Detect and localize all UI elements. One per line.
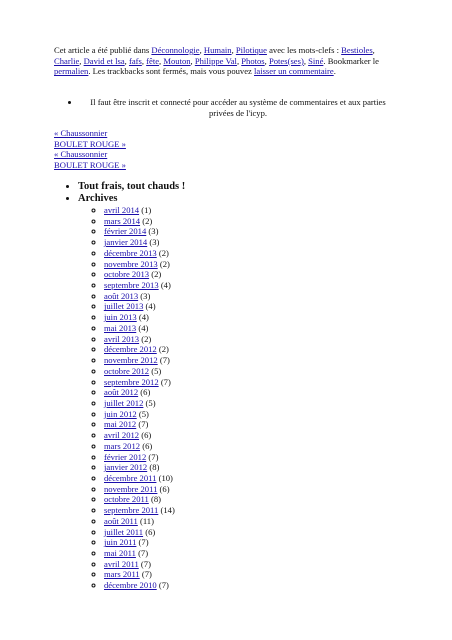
tag-link[interactable]: fête bbox=[146, 55, 160, 66]
archive-item bbox=[104, 248, 185, 259]
archive-item bbox=[104, 559, 185, 570]
archive-count: (14) bbox=[160, 505, 175, 516]
archive-month-link[interactable]: septembre 2011 bbox=[104, 505, 159, 516]
archive-item bbox=[104, 334, 185, 345]
archive-month-link[interactable]: mai 2013 bbox=[104, 322, 137, 333]
widget-title-archives: Archives bbox=[78, 193, 118, 204]
archive-count: (4) bbox=[138, 312, 149, 323]
archive-month-link[interactable]: février 2012 bbox=[104, 451, 147, 462]
archive-month-link[interactable]: avril 2011 bbox=[104, 558, 139, 569]
archive-item bbox=[104, 291, 185, 302]
sidebar bbox=[66, 181, 185, 591]
category-link[interactable]: Humain bbox=[203, 45, 232, 55]
archive-item bbox=[104, 259, 185, 270]
archive-count: (10) bbox=[158, 472, 173, 483]
sidebar-widgets bbox=[66, 181, 185, 591]
archive-item bbox=[104, 409, 185, 420]
archive-count: (5) bbox=[138, 408, 149, 419]
archive-count: (7) bbox=[148, 451, 159, 462]
archive-month-link[interactable]: novembre 2013 bbox=[104, 258, 158, 269]
archive-count: (4) bbox=[145, 301, 156, 312]
archive-month-link[interactable]: décembre 2011 bbox=[104, 472, 157, 483]
archive-item bbox=[104, 398, 185, 409]
archive-item bbox=[104, 527, 185, 538]
widget-fresh bbox=[78, 181, 185, 193]
archive-item bbox=[104, 312, 185, 323]
category-link[interactable]: Déconnologie bbox=[151, 45, 200, 55]
meta-intro: Cet article a été publié dans bbox=[54, 45, 150, 55]
archive-month-link[interactable]: octobre 2011 bbox=[104, 494, 149, 505]
archive-item bbox=[104, 226, 185, 237]
archive-month-link[interactable]: novembre 2011 bbox=[104, 483, 158, 494]
archive-item bbox=[104, 269, 185, 280]
archive-item bbox=[104, 537, 185, 548]
archive-count: (11) bbox=[139, 515, 154, 526]
archive-month-link[interactable]: avril 2013 bbox=[104, 333, 140, 344]
archive-month-link[interactable]: mai 2011 bbox=[104, 548, 136, 558]
archive-count: (7) bbox=[160, 376, 171, 387]
archive-month-link[interactable]: juillet 2011 bbox=[104, 526, 144, 537]
archive-month-link[interactable]: octobre 2013 bbox=[104, 269, 150, 280]
archive-month-link[interactable]: décembre 2012 bbox=[104, 344, 157, 355]
archive-count: (7) bbox=[138, 537, 149, 548]
archive-count: (6) bbox=[141, 430, 152, 441]
archive-month-link[interactable]: juin 2012 bbox=[104, 408, 137, 419]
archive-count: (6) bbox=[140, 387, 151, 398]
tag-link[interactable]: Philippe Val bbox=[194, 55, 237, 66]
tag-link[interactable]: Mouton bbox=[163, 55, 191, 66]
archive-count: (7) bbox=[138, 419, 149, 430]
archive-count: (6) bbox=[145, 526, 156, 537]
tag-link[interactable]: Potes(ses) bbox=[268, 55, 304, 66]
archive-count: (8) bbox=[150, 494, 161, 505]
archive-count: (7) bbox=[141, 569, 152, 580]
archive-month-link[interactable]: janvier 2012 bbox=[104, 462, 148, 473]
archive-count: (7) bbox=[158, 580, 169, 591]
archive-item bbox=[104, 237, 185, 248]
comment-notice-list bbox=[66, 97, 396, 118]
archive-month-link[interactable]: janvier 2014 bbox=[104, 237, 148, 248]
archive-count: (4) bbox=[160, 280, 171, 291]
archive-month-link[interactable]: avril 2014 bbox=[104, 205, 140, 215]
archive-item bbox=[104, 548, 185, 559]
archive-item bbox=[104, 323, 185, 334]
archive-item bbox=[104, 462, 185, 473]
archive-month-link[interactable]: octobre 2012 bbox=[104, 365, 150, 376]
previous-post-link[interactable]: « Chaussonnier bbox=[54, 128, 108, 138]
archive-month-link[interactable]: décembre 2013 bbox=[104, 247, 157, 258]
post-meta: Cet article a été publié dans Déconnologie, Humain, Pilotique avec les mots-clefs : Bestioles, Charlie, David et lsa, fafs, fête, Mouton, Philippe Val, Photos, Potes(ses), Siné. Bookmarker le permalien. Les trackbacks sont fermés, mais vous pouvez laisser un commentaire. bbox=[54, 45, 379, 77]
archive-count: (4) bbox=[138, 322, 149, 333]
archive-count: (6) bbox=[159, 483, 170, 494]
tag-link[interactable]: fafs bbox=[128, 55, 142, 66]
archive-item bbox=[104, 430, 185, 441]
archive-count: (3) bbox=[140, 290, 151, 301]
archive-item bbox=[104, 452, 185, 463]
archive-count: (2) bbox=[158, 247, 169, 258]
archive-count: (2) bbox=[158, 344, 169, 355]
archive-item bbox=[104, 301, 185, 312]
archive-count: (7) bbox=[138, 548, 149, 558]
archive-month-link[interactable]: septembre 2013 bbox=[104, 280, 159, 291]
archive-month-link[interactable]: juin 2011 bbox=[104, 537, 137, 548]
tag-link[interactable]: Bestioles bbox=[341, 45, 373, 55]
archive-item bbox=[104, 377, 185, 388]
archive-count: (3) bbox=[149, 237, 160, 248]
permalink-link[interactable]: permalien bbox=[54, 66, 89, 77]
archive-item bbox=[104, 344, 185, 355]
trackbacks-text: Les trackbacks sont fermés, mais vous pouvez bbox=[92, 66, 252, 77]
archive-month-link[interactable]: février 2014 bbox=[104, 226, 147, 237]
archive-month-link[interactable]: avril 2012 bbox=[104, 430, 140, 441]
archive-item bbox=[104, 419, 185, 430]
archive-month-link[interactable]: août 2012 bbox=[104, 387, 139, 398]
archive-month-link[interactable]: septembre 2012 bbox=[104, 376, 159, 387]
archive-month-link[interactable]: mars 2014 bbox=[104, 215, 141, 226]
tag-link[interactable]: David et lsa bbox=[83, 55, 125, 66]
archive-count: (6) bbox=[142, 440, 153, 451]
comment-notice: • Il faut être inscrit et connecté pour accéder au système de commentaires et aux parties privées de l'icyp. bbox=[80, 97, 396, 118]
archive-month-link[interactable]: mars 2011 bbox=[104, 569, 140, 580]
archive-count: (5) bbox=[151, 365, 162, 376]
archive-item bbox=[104, 280, 185, 291]
archive-count: (1) bbox=[141, 205, 152, 215]
archive-item bbox=[104, 387, 185, 398]
archive-count: (7) bbox=[159, 355, 170, 366]
archive-item bbox=[104, 569, 185, 580]
archive-count: (2) bbox=[151, 269, 162, 280]
next-post-link[interactable]: BOULET ROUGE » bbox=[54, 138, 126, 149]
archive-count: (2) bbox=[141, 333, 152, 344]
archive-month-link[interactable]: juin 2013 bbox=[104, 312, 137, 323]
archive-month-link[interactable]: juillet 2013 bbox=[104, 301, 144, 312]
archive-item bbox=[104, 205, 185, 216]
archive-count: (3) bbox=[148, 226, 159, 237]
archives-list bbox=[78, 205, 185, 591]
archive-month-link[interactable]: décembre 2010 bbox=[104, 580, 157, 591]
archive-month-link[interactable]: mars 2012 bbox=[104, 440, 141, 451]
widget-title-fresh: Tout frais, tout chauds ! bbox=[78, 181, 186, 192]
archive-month-link[interactable]: août 2013 bbox=[104, 290, 139, 301]
tag-link[interactable]: Photos bbox=[241, 55, 265, 66]
post-navigation bbox=[54, 128, 126, 171]
tag-link[interactable]: Charlie bbox=[54, 55, 80, 66]
archive-month-link[interactable]: août 2011 bbox=[104, 515, 138, 526]
archive-count: (5) bbox=[145, 397, 156, 408]
next-post-link[interactable]: BOULET ROUGE » bbox=[54, 160, 126, 171]
bookmark-text: Bookmarker le bbox=[327, 55, 379, 66]
archive-item bbox=[104, 355, 185, 366]
comment-notice-block bbox=[66, 97, 396, 118]
category-link[interactable]: Pilotique bbox=[235, 45, 267, 55]
archive-month-link[interactable]: juillet 2012 bbox=[104, 397, 144, 408]
archive-count: (2) bbox=[142, 215, 153, 226]
archive-item bbox=[104, 494, 185, 505]
widget-archives bbox=[78, 193, 185, 591]
archive-count: (2) bbox=[159, 258, 170, 269]
archive-item bbox=[104, 505, 185, 516]
archive-item bbox=[104, 484, 185, 495]
archive-item bbox=[104, 216, 185, 227]
archive-item bbox=[104, 473, 185, 484]
archive-item bbox=[104, 441, 185, 452]
leave-comment-link[interactable]: laisser un commentaire bbox=[254, 66, 334, 77]
previous-post-link[interactable]: « Chaussonnier bbox=[54, 149, 108, 160]
tag-link[interactable]: Siné bbox=[308, 55, 324, 66]
archive-count: (7) bbox=[140, 558, 151, 569]
archive-item bbox=[104, 580, 185, 591]
archive-month-link[interactable]: mai 2012 bbox=[104, 419, 137, 430]
archive-item bbox=[104, 366, 185, 377]
tags-intro: avec les mots-clefs : bbox=[269, 45, 339, 55]
archive-item bbox=[104, 516, 185, 527]
archive-month-link[interactable]: novembre 2012 bbox=[104, 355, 158, 366]
archive-count: (8) bbox=[149, 462, 160, 473]
